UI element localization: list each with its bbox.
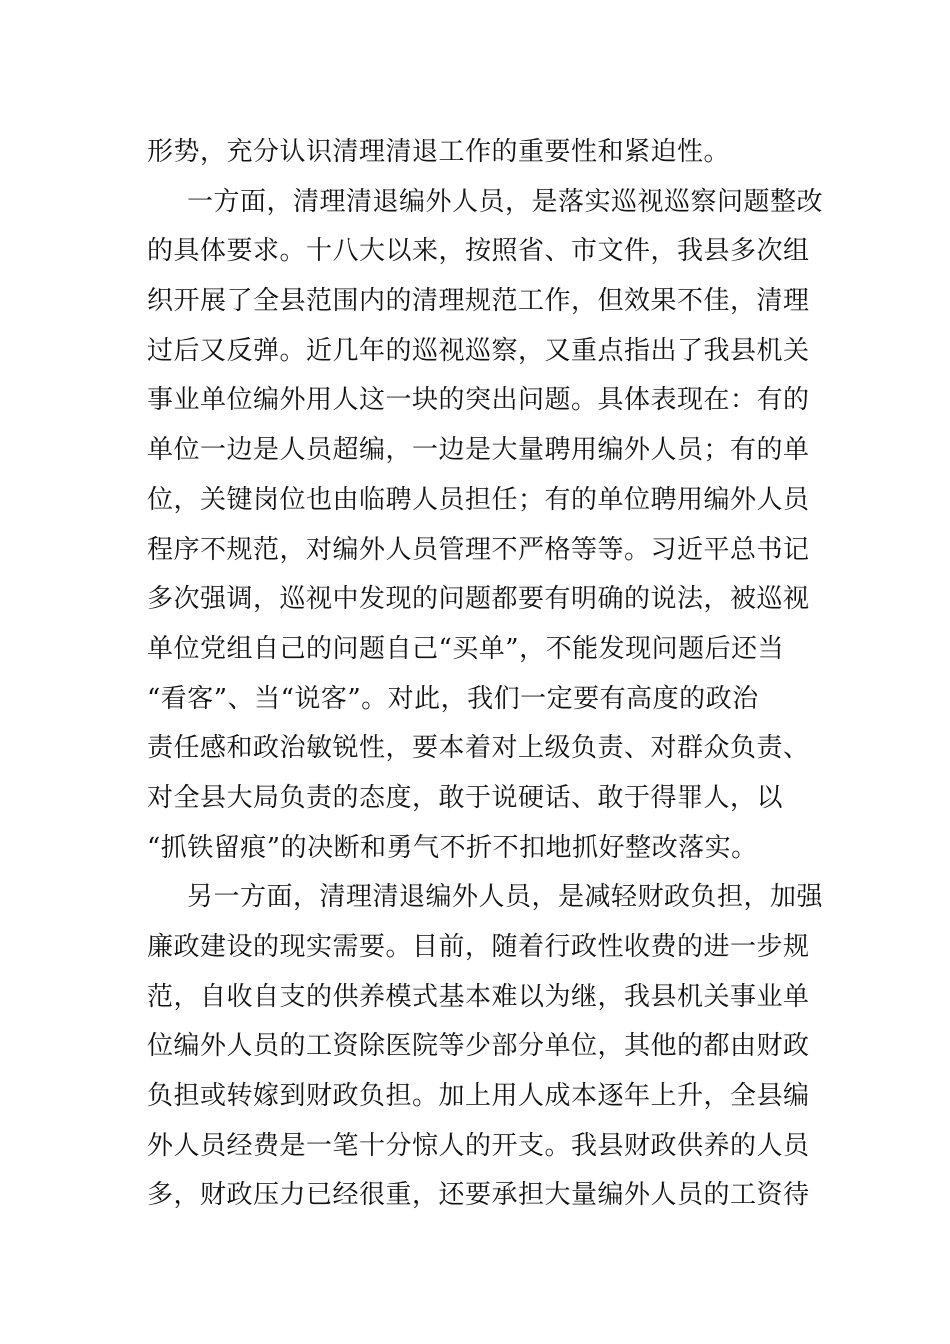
text-line: “看客”、当“说客”。对此，我们一定要有高度的政治 <box>147 683 759 714</box>
paragraph-first-line: 一方面，清理清退编外人员，是落实巡视巡察问题整改 <box>187 186 824 217</box>
text-line: 单位一边是人员超编，一边是大量聘用编外人员；有的单 <box>147 435 810 466</box>
text-line: 过后又反弹。近几年的巡视巡察，又重点指出了我县机关 <box>147 335 810 366</box>
paragraph-first-line: 另一方面，清理清退编外人员，是减轻财政负担，加强 <box>187 882 824 913</box>
text-line: 多次强调，巡视中发现的问题都要有明确的说法，被巡视 <box>147 584 810 615</box>
text-line: 形势，充分认识清理清退工作的重要性和紧迫性。 <box>147 137 731 167</box>
text-line: 负担或转嫁到财政负担。加上用人成本逐年上升，全县编 <box>147 1081 810 1112</box>
text-line: 位，关键岗位也由临聘人员担任；有的单位聘用编外人员 <box>147 484 810 515</box>
text-line: “抓铁留痕”的决断和勇气不折不扣地抓好整改落实。 <box>147 832 758 863</box>
body-text <box>147 128 824 1221</box>
text-line: 程序不规范，对编外人员管理不严格等等。习近平总书记 <box>147 534 810 565</box>
text-line: 范，自收自支的供养模式基本难以为继，我县机关事业单 <box>147 981 810 1012</box>
text-line: 织开展了全县范围内的清理规范工作，但效果不佳，清理 <box>147 286 810 317</box>
text-line: 责任感和政治敏锐性，要本着对上级负责、对群众负责、 <box>147 733 810 764</box>
text-line: 廉政建设的现实需要。目前，随着行政性收费的进一步规 <box>147 932 810 962</box>
text-line: 事业单位编外用人这一块的突出问题。具体表现在：有的 <box>147 385 810 416</box>
text-line: 外人员经费是一笔十分惊人的开支。我县财政供养的人员 <box>147 1130 810 1161</box>
text-line: 的具体要求。十八大以来，按照省、市文件，我县多次组 <box>147 236 810 267</box>
text-line: 位编外人员的工资除医院等少部分单位，其他的都由财政 <box>147 1031 810 1062</box>
text-line: 多，财政压力已经很重，还要承担大量编外人员的工资待 <box>147 1180 810 1211</box>
text-line: 对全县大局负责的态度，敢于说硬话、敢于得罪人，以 <box>147 782 784 813</box>
text-line: 单位党组自己的问题自己“买单”，不能发现问题后还当 <box>147 633 785 664</box>
